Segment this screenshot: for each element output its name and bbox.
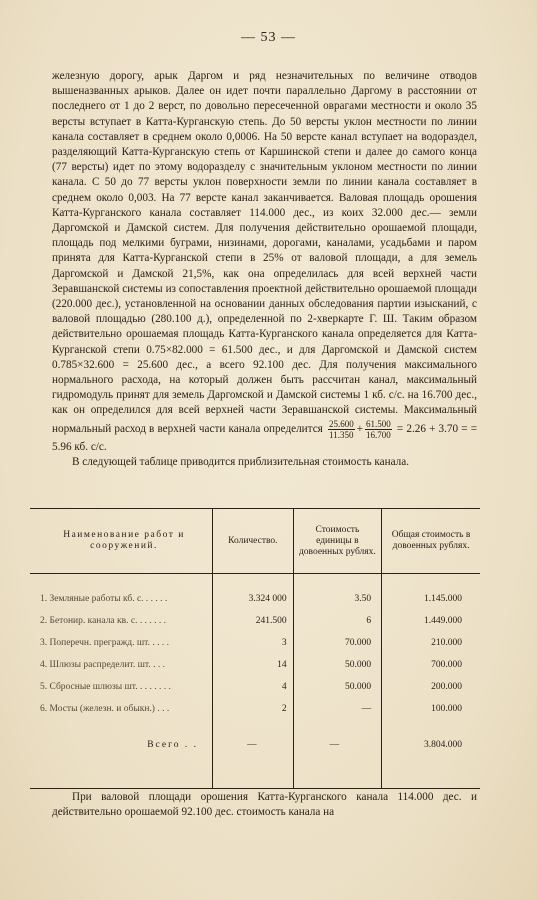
row-unit-cost: 50.000 (293, 676, 382, 698)
table-spacer-row (30, 574, 480, 589)
fraction-2 (365, 419, 392, 440)
table-header-row (30, 509, 480, 574)
total-label: Всего . . (30, 720, 213, 770)
row-total-cost: 700.000 (431, 660, 462, 670)
row-name: 6. Мосты (железн. и обыкн.) . . . (30, 698, 213, 720)
paragraph-closing: При валовой площади орошения Катта-Курганского канала 114.000 дес. и действительно орошаемой 92.100 дес. стоимость канала на (52, 791, 477, 819)
row-total-cost: 1.145.000 (424, 594, 462, 604)
row-name: 3. Поперечн. прегражд. шт. . . . . (30, 632, 213, 654)
row-unit-cost: — (293, 698, 382, 720)
row-total-cost: 1.449.000 (424, 616, 462, 626)
fraction-1-denominator: 11.350 (329, 429, 354, 440)
fraction-2-denominator: 16.700 (366, 429, 391, 440)
table-row (30, 588, 480, 610)
plus-sign: + (356, 422, 364, 435)
page-number: — 53 — (241, 30, 296, 45)
total-unit-cost: — (293, 720, 382, 770)
table-total-row (30, 720, 480, 770)
row-quantity: 3 (213, 632, 294, 654)
closing-text (52, 790, 477, 820)
row-quantity: 3.324 000 (213, 588, 294, 610)
row-unit-cost: 3.50 (293, 588, 382, 610)
table-row (30, 698, 480, 720)
table-row (30, 632, 480, 654)
cost-table (30, 508, 480, 789)
header-total-cost: Общая стоимость в довоенных рублях. (382, 509, 480, 574)
row-total-cost: 200.000 (431, 682, 462, 692)
discharge-result: = 2.26 + 3.70 = = 5.96 кб. с/с. (52, 422, 477, 453)
row-quantity: 2 (213, 698, 294, 720)
body-text (52, 69, 477, 470)
row-name: 1. Земляные работы кб. с. . . . . . (30, 588, 213, 610)
paragraph-canal-text: железную дорогу, арык Даргом и ряд незначительных по величине отводов вышеназванных арыков. Далее он идет почти параллельно Даргому в расстоянии от последнего от 1 до 2 верст, по довольно пересеченной оврагами местности и около 35 версты вступает в Катта-Курганскую степь. До 50 версты уклон местности по линии канала составляет в среднем около 0,0006. На 50 версте канал вступает на водораздел, разделяющий Катта-Курганскую степь от Каршинской степи и далее до самого конца (77 версты) идет по этому водоразделу с значительным уклоном местности по линии канала. С 50 до 77 версты уклон поверхности земли по линии канала составляет в среднем около 0,003. На 77 версте канал заканчивается. Валовая площадь орошения Катта-Курганского канала составляет 114.000 дес., из коих 32.000 дес.— земли Даргомской и Дамской систем. Для получения действительно орошаемой площади, площадь под мелкими буграми, низинами, дорогами, каналами, усадьбами и паром принята для Катта-Курганской степи в 25% от валовой площади, а для земель Даргомской и Дамской 21,5%, как она определилась для всей верхней части Зеравшанской системы из сопоставления проектной действительно орошаемой площади (220.000 дес.), установленной на основании данных обследования партии изысканий, с валовой площадью (280.100 д.), определенной по 2-хверкарте Г. Ш. Таким образом действительно орошаемая площадь Катта-Курганского канала определяется для Катта-Курганской степи 0.75×82.000 = 61.500 дес., и для Даргомской и Дамской систем 0.785×32.600 = 25.600 дес., а всего 92.100 дес. Для получения максимального нормального расхода, на который должен быть рассчитан канал, максимальный гидромодуль принят для земель Даргомской и Дамской системы 1 кб. с/с. на 16.700 дес., как он определился для всей верхней части Зеравшанской системы. Максимальный нормальный расход в верхней части канала определится (52, 70, 477, 435)
row-name: 4. Шлюзы распределит. шт. . . . (30, 654, 213, 676)
fraction-1 (328, 419, 355, 440)
row-total-cost: 100.000 (431, 704, 462, 714)
table-row (30, 654, 480, 676)
total-quantity: — (213, 720, 294, 770)
header-name: Наименование работ и сооружений. (30, 509, 213, 574)
fraction-2-numerator: 61.500 (366, 418, 391, 429)
row-quantity: 4 (213, 676, 294, 698)
row-unit-cost: 50.000 (293, 654, 382, 676)
table-row (30, 610, 480, 632)
table-bottom-row (30, 770, 480, 789)
row-name: 2. Бетонир. канала кв. с. . . . . . . (30, 610, 213, 632)
paragraph-table-intro: В следующей таблице приводится приблизительная стоимость канала. (72, 455, 410, 468)
header-quantity: Количество. (213, 509, 294, 574)
table-row (30, 676, 480, 698)
header-unit-cost: Стоимость единицы в довоенных рублях. (293, 509, 382, 574)
row-total-cost: 210.000 (431, 638, 462, 648)
total-cost: 3.804.000 (424, 740, 462, 750)
row-quantity: 14 (213, 654, 294, 676)
fraction-1-numerator: 25.600 (328, 418, 354, 429)
paragraph-canal-description (52, 69, 477, 455)
row-name: 5. Сбросные шлюзы шт. . . . . . . . (30, 676, 213, 698)
row-unit-cost: 70.000 (293, 632, 382, 654)
row-quantity: 241.500 (213, 610, 294, 632)
row-unit-cost: 6 (293, 610, 382, 632)
